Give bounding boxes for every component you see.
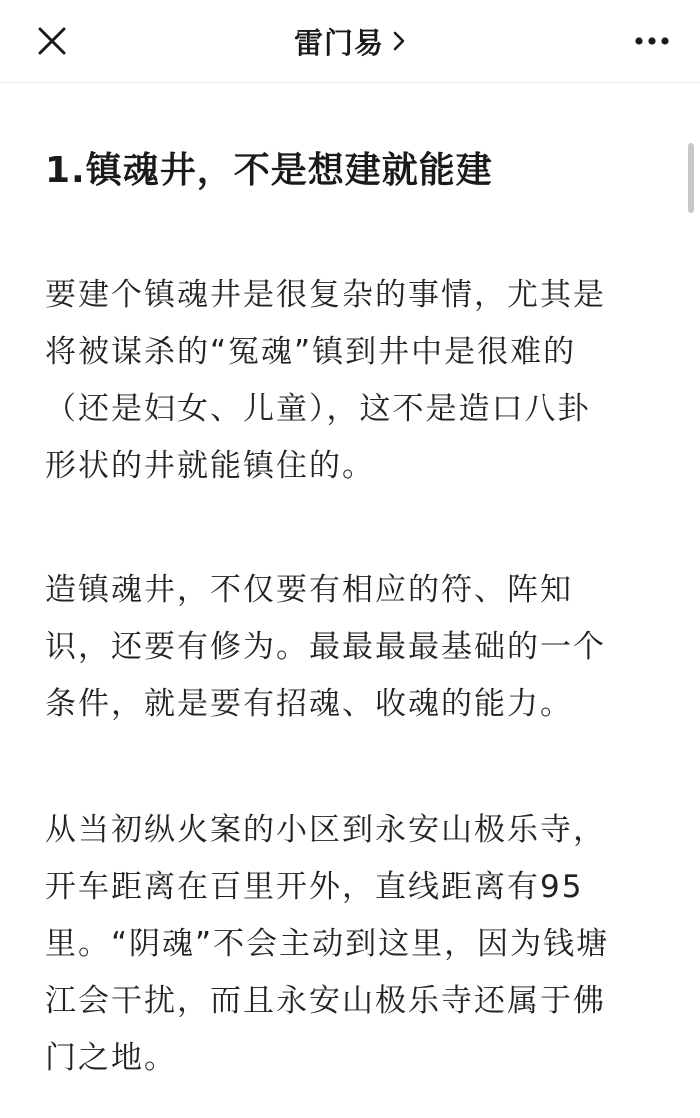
paragraph-2 (45, 562, 645, 733)
paragraph-line: 从当初纵火案的小区到永安山极乐寺， (45, 812, 606, 848)
paragraph-line: 开车距离在百里开外，直线距离有95 (45, 869, 584, 905)
more-dots-icon (634, 36, 670, 46)
paragraph-line: （还是妇女、儿童），这不是造口八卦 (45, 391, 591, 427)
paragraph-line: 条件，就是要有招魂、收魂的能力。 (45, 686, 573, 722)
top-navigation-bar (0, 0, 700, 83)
paragraph-line: 形状的井就能镇住的。 (45, 448, 375, 484)
scrollbar-thumb[interactable] (688, 143, 694, 213)
article-content[interactable] (0, 83, 700, 1118)
paragraph-line: 将被谋杀的“冤魂”镇到井中是很难的 (45, 334, 577, 370)
paragraph-3 (45, 802, 645, 1087)
paragraph-line: 识，还要有修为。最最最最基础的一个 (45, 629, 606, 665)
article-heading: 1.镇魂井，不是想建就能建 (45, 150, 493, 191)
paragraph-line: 门之地。 (45, 1040, 177, 1076)
paragraph-line: 要建个镇魂井是很复杂的事情，尤其是 (45, 277, 606, 313)
account-title-link[interactable] (294, 21, 406, 62)
paragraph-1 (45, 267, 645, 495)
chevron-right-icon (392, 30, 406, 52)
paragraph-line: 江会干扰，而且永安山极乐寺还属于佛 (45, 983, 606, 1019)
paragraph-line: 造镇魂井，不仅要有相应的符、阵知 (45, 572, 573, 608)
account-name: 雷门易 (293, 25, 384, 60)
more-options-button[interactable] (626, 17, 678, 65)
paragraph-line: 里。“阴魂”不会主动到这里，因为钱塘 (45, 926, 610, 962)
